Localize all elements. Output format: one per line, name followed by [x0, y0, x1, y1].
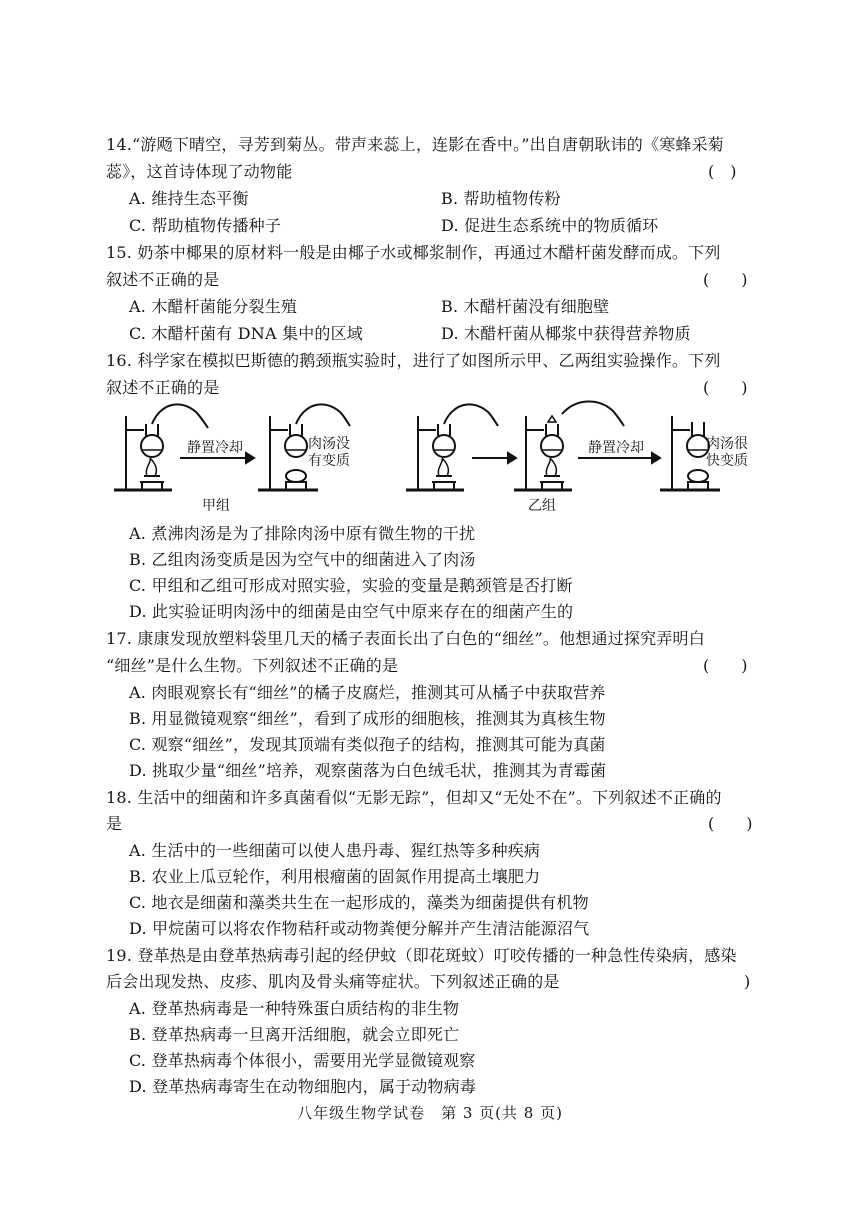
q16-stem-line-2: 叙述不正确的是 — [106, 378, 220, 397]
q19-option-c: C. 登革热病毒个体很小，需要用光学显微镜观察 — [129, 1051, 476, 1070]
q17-option-b: B. 用显微镜观察“细丝”，看到了成形的细胞核，推测其为真核生物 — [129, 709, 606, 728]
q16-option-c: C. 甲组和乙组可形成对照实验，实验的变量是鹅颈管是否打断 — [129, 576, 573, 595]
yi-boiling-setup — [406, 404, 498, 490]
q19-stem-line-2: 后会出现发热、皮疹、肌肉及骨头痛等症状。下列叙述正确的是 — [106, 972, 560, 991]
q15-stem-line-2: 叙述不正确的是 — [106, 270, 220, 289]
q15-stem-line-1: 15. 奶茶中椰果的原材料一般是由椰子水或椰浆制作，再通过木醋杆菌发酵而成。下列 — [106, 243, 721, 262]
q15-option-b: B. 木醋杆菌没有细胞壁 — [441, 297, 610, 316]
q17-stem-line-1: 17. 康康发现放塑料袋里几天的橘子表面长出了白色的“细丝”。他想通过探究弄明白 — [106, 629, 705, 648]
q18-option-a: A. 生活中的一些细菌可以使人患丹毒、猩红热等多种疾病 — [129, 841, 541, 860]
jia-result-line-2: 有变质 — [308, 453, 350, 469]
experiment-diagram — [100, 398, 760, 518]
q19-option-a: A. 登革热病毒是一种特殊蛋白质结构的非生物 — [129, 999, 460, 1018]
q14-answer-bracket: ( ) — [708, 162, 737, 181]
q18-option-c: C. 地衣是细菌和藻类共生在一起形成的，藻类为细菌提供有机物 — [129, 893, 589, 912]
q16-option-a: A. 煮沸肉汤是为了排除肉汤中原有微生物的干扰 — [129, 524, 476, 543]
q15-answer-bracket: ( ) — [703, 270, 748, 289]
q18-option-b: B. 农业上瓜豆轮作，利用根瘤菌的固氮作用提高土壤肥力 — [129, 867, 541, 886]
q19-stem-line-1: 19. 登革热是由登革热病毒引起的经伊蚊（即花斑蚊）叮咬传播的一种急性传染病，感染 — [106, 946, 737, 965]
q15-option-a: A. 木醋杆菌能分裂生殖 — [129, 297, 298, 316]
group-yi-label: 乙组 — [528, 498, 556, 514]
swan-neck-flask-figure — [100, 398, 760, 518]
q15-option-d: D. 木醋杆菌从椰浆中获得营养物质 — [441, 324, 691, 343]
q18-option-d: D. 甲烷菌可以将农作物秸秆或动物粪便分解并产生清洁能源沼气 — [129, 919, 590, 938]
q16-option-d: D. 此实验证明肉汤中的细菌是由空气中原来存在的细菌产生的 — [129, 602, 574, 621]
q16-option-b: B. 乙组肉汤变质是因为空气中的细菌进入了肉汤 — [129, 550, 476, 569]
q19-option-b: B. 登革热病毒一旦离开活细胞，就会立即死亡 — [129, 1025, 460, 1044]
yi-result-line-1: 肉汤很 — [706, 436, 748, 452]
q14-stem-line-2: 蕊》，这首诗体现了动物能 — [106, 162, 293, 181]
arrow-label-cool-1: 静置冷却 — [187, 440, 243, 456]
q15-option-c: C. 木醋杆菌有 DNA 集中的区域 — [129, 324, 363, 343]
q17-answer-bracket: ( ) — [703, 656, 748, 675]
q14-option-a: A. 维持生态平衡 — [129, 189, 249, 208]
jia-result-label — [308, 436, 350, 470]
q14-option-c: C. 帮助植物传播种子 — [129, 216, 282, 235]
page-footer: 八年级生物学试卷 第 3 页(共 8 页) — [297, 1104, 563, 1122]
q14-option-d: D. 促进生态系统中的物质循环 — [441, 216, 659, 235]
jia-result-line-1: 肉汤没 — [308, 436, 350, 452]
q17-option-d: D. 挑取少量“细丝”培养，观察菌落为白色绒毛状，推测其为青霉菌 — [129, 761, 607, 780]
q17-option-c: C. 观察“细丝”，发现其顶端有类似孢子的结构，推测其可能为真菌 — [129, 735, 606, 754]
yi-result-line-2: 快变质 — [706, 453, 748, 469]
q19-option-d: D. 登革热病毒寄生在动物细胞内，属于动物病毒 — [129, 1077, 477, 1096]
q18-answer-bracket: ( ) — [708, 814, 753, 833]
group-jia-label: 甲组 — [202, 498, 230, 514]
q18-stem-line-1: 18. 生活中的细菌和许多真菌看似“无影无踪”，但却又“无处不在”。下列叙述不正确的 — [106, 788, 722, 807]
q17-stem-line-2: “细丝”是什么生物。下列叙述不正确的是 — [106, 656, 399, 675]
q16-stem-line-1: 16. 科学家在模拟巴斯德的鹅颈瓶实验时，进行了如图所示甲、乙两组实验操作。下列 — [106, 351, 721, 370]
yi-result-label — [706, 436, 748, 470]
q16-answer-bracket: ( ) — [703, 378, 748, 397]
q19-answer-bracket: ) — [744, 972, 751, 991]
q18-stem-line-2: 是 — [106, 814, 123, 833]
q14-option-b: B. 帮助植物传粉 — [441, 189, 561, 208]
q17-option-a: A. 肉眼观察长有“细丝”的橘子皮腐烂，推测其可从橘子中获取营养 — [129, 683, 606, 702]
arrow-label-cool-2: 静置冷却 — [588, 440, 644, 456]
q14-stem-line-1: 14.“游飏下晴空，寻芳到菊丛。带声来蕊上，连影在香中。”出自唐朝耿讳的《寒蜂采菊 — [106, 135, 725, 154]
